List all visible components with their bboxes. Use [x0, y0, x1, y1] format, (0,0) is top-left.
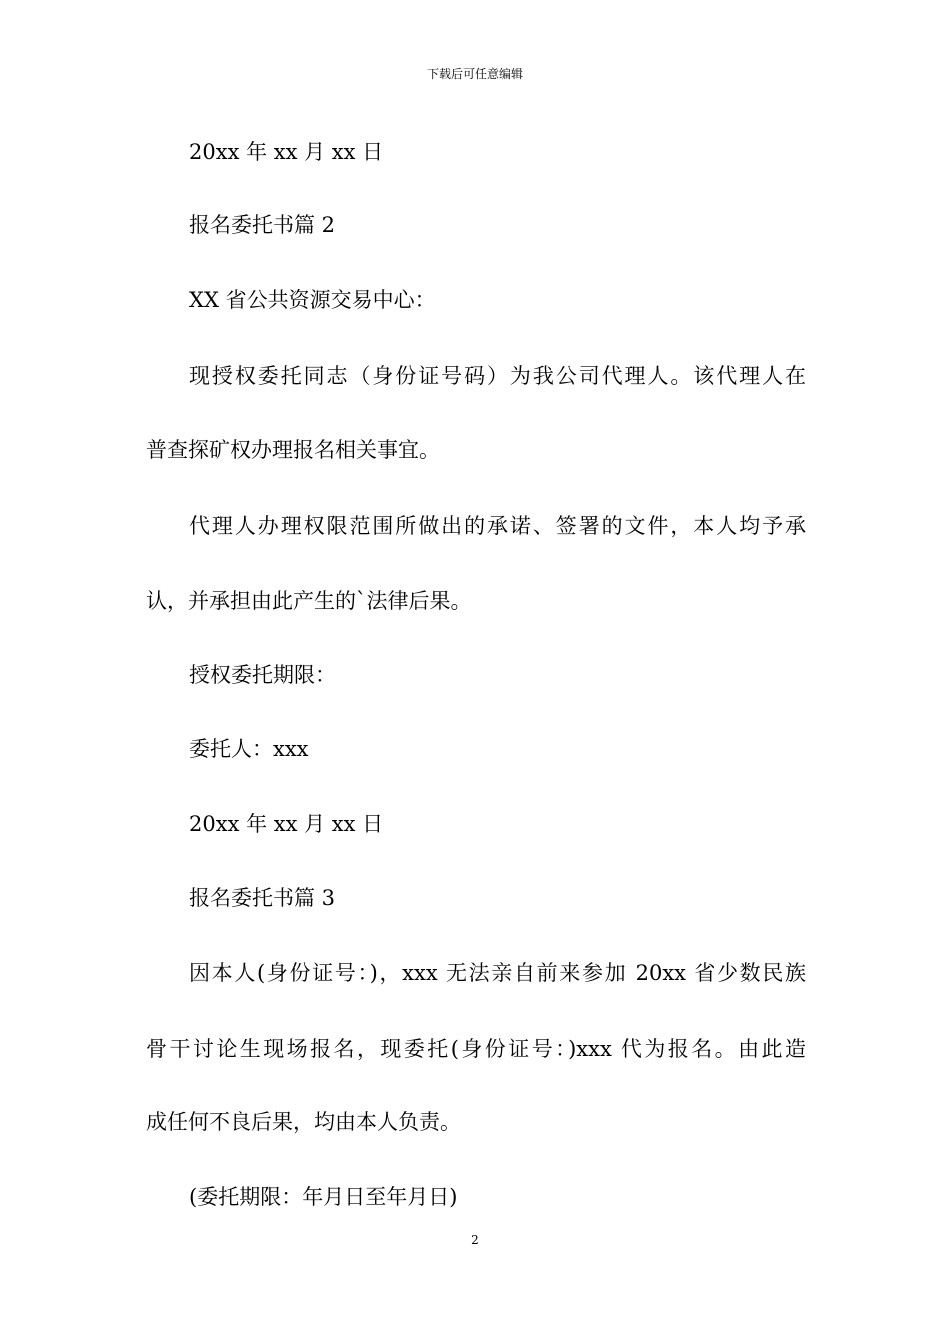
delegation-period-line: (委托期限：年月日至年月日) — [189, 1185, 458, 1209]
page-number: 2 — [471, 1233, 479, 1247]
addressee-line: XX 省公共资源交易中心： — [189, 288, 436, 312]
section-title-3: 报名委托书篇 3 — [189, 886, 336, 910]
principal-line: 委托人：xxx — [189, 737, 309, 761]
section-title-2: 报名委托书篇 2 — [189, 213, 336, 237]
paragraph-line: 普查探矿权办理报名相关事宜。 — [146, 438, 440, 462]
paragraph-line: 成任何不良后果，均由本人负责。 — [146, 1110, 461, 1134]
page-header: 下载后可任意编辑 — [426, 67, 523, 81]
date-line-1: 20xx 年 xx 月 xx 日 — [189, 140, 384, 164]
authorization-period-label: 授权委托期限： — [189, 663, 336, 687]
paragraph-line: 骨干讨论生现场报名，现委托(身份证号：)xxx 代为报名。由此造 — [146, 1037, 806, 1061]
paragraph-line: 认，并承担由此产生的`法律后果。 — [146, 589, 472, 613]
paragraph-line: 现授权委托同志（身份证号码）为我公司代理人。该代理人在 — [189, 364, 806, 388]
paragraph-line: 代理人办理权限范围所做出的承诺、签署的文件，本人均予承 — [189, 514, 806, 538]
paragraph-line: 因本人(身份证号：)，xxx 无法亲自前来参加 20xx 省少数民族 — [189, 961, 806, 985]
date-line-2: 20xx 年 xx 月 xx 日 — [189, 812, 384, 836]
